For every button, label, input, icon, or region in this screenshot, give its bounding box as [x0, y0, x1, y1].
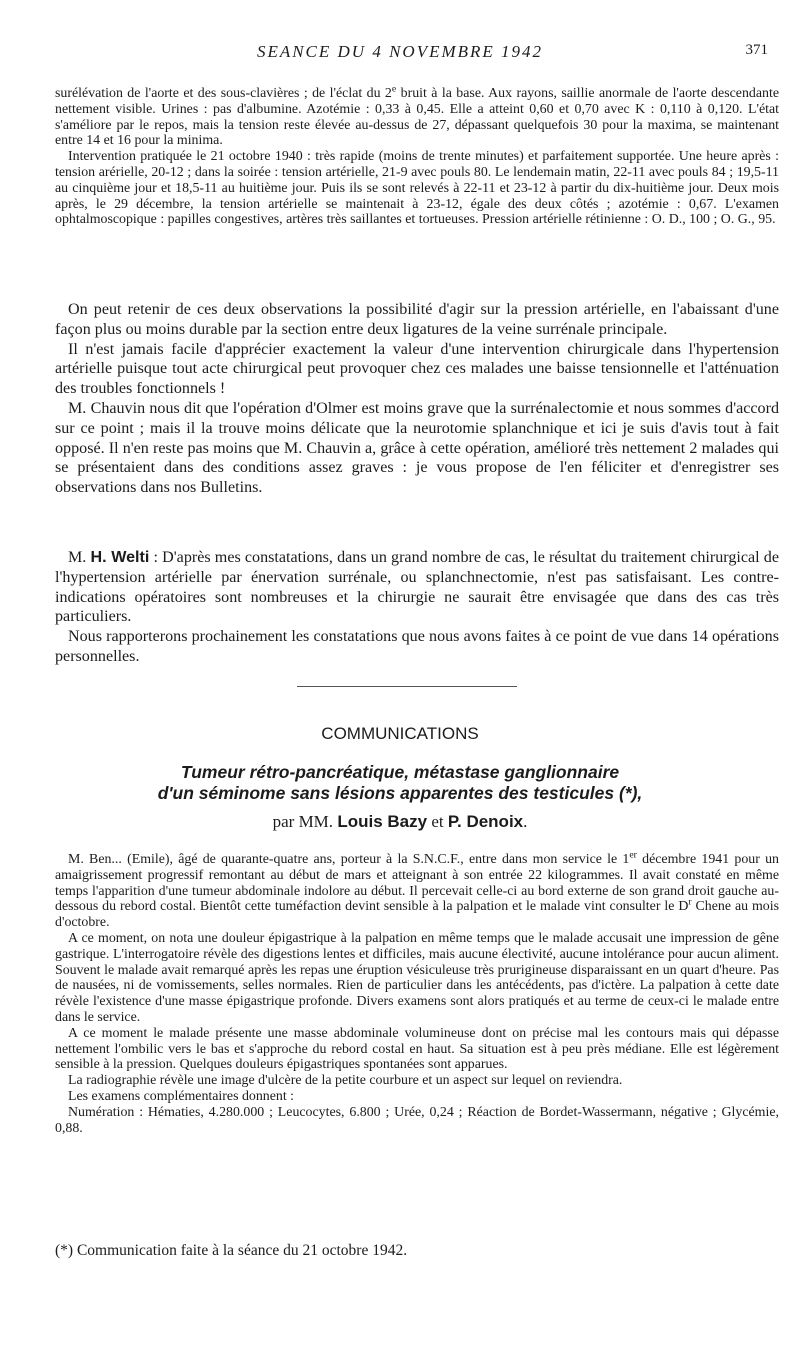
case-paragraph: A ce moment, on nota une douleur épigastrique à la palpation en même temps que le malade accusait une impression de gêne gastrique. L'interrogatoire révèle des digestions lentes et difficiles, mais aucune électivité, aucune intolérance pour aucun aliment. Souvent le malade avait remarqué après les repas une éruption vésiculeuse très prurigineuse disparaissant en un quart d'heure. Pas de nausées, ni de vomissements, selles normales. Rien de particulier dans les antécédents, pas d'ictère. La palpation à cette date révèle l'existence d'une masse épigastrique profonde. Divers examens sont alors pratiqués et au terme de ceux-ci le malade entre dans le service.: [55, 930, 779, 1025]
text-run: M. Ben... (Emile), âgé de quarante-quatre ans, porteur à la S.N.C.F., entre dans mon service le 1: [68, 852, 630, 867]
section-divider: [297, 686, 517, 687]
author-name: Louis Bazy: [337, 812, 428, 831]
text-run: Chene au mois d'octobre.: [55, 899, 779, 931]
text-run: M.: [68, 549, 91, 566]
case-paragraph: A ce moment le malade présente une masse abdominale volumineuse dont on précise mal les contours mais qui dépasse nettement l'ombilic vers le bas et s'approche du rebord costal en haut. Sa situation est à peu près médiane. Elle est légèrement sensible à la pression. Quelques douleurs épigastriques spontanées sont apparues.: [55, 1025, 779, 1073]
speaker-name: H. Welti: [90, 548, 150, 566]
discussion-text: [55, 300, 779, 498]
observation-continuation: [55, 83, 779, 228]
case-paragraph: Les examens complémentaires donnent :: [68, 1088, 295, 1104]
superscript: e: [391, 83, 397, 95]
intervention-paragraph: Intervention pratiquée le 21 octobre 1940 : très rapide (moins de trente minutes) et parfaitement supportée. Une heure après : tension arérielle, 20-12 ; dans la soirée : tension artérielle, 21-9 avec pouls 80. Le lendemain matin, 22-11 avec pouls 84 ; 19,5-11 au cinquième jour et 18,5-11 au huitième jour. Puis ils se sont relevés à 22-11 et 23-12 à partir du dix-huitième jour. Deux mois après, le 29 décembre, la tension artérielle se maintenait à 23-12, égale des deux côtés ; azotémie : 0,67. L'examen ophtalmoscopique : papilles congestives, artères très saillantes et tortueuses. Pression artérielle rétinienne : O. D., 100 ; O. G., 95.: [55, 149, 779, 228]
text-run: .: [523, 812, 528, 831]
welti-remark: [55, 548, 779, 667]
text-run: par MM.: [272, 812, 338, 831]
discussion-paragraph: M. Chauvin nous dit que l'opération d'Olmer est moins grave que la surrénalectomie et nous sommes d'accord sur ce point ; mais il la trouve moins délicate que la neurotomie splanchnique et ici je suis d'avis tout à fait opposé. Il n'en reste pas moins que M. Chauvin a, grâce à cette opération, amélioré très nettement 2 malades qui se présentaient dans des conditions assez graves : je vous propose de l'en féliciter et d'enregistrer ses observations dans nos Bulletins.: [55, 399, 779, 497]
running-title: SEANCE DU 4 NOVEMBRE 1942: [256, 42, 544, 61]
text-run: et: [427, 812, 448, 831]
text-run: décembre 1941 pour un amaigrissement progressif remontant au début de mars et atteignant à son entrée 22 kilogrammes. Il avait constaté en même temps l'apparition d'une tumeur abdominale indolore au début. Il percevait celle-ci au bord externe de son grand droit gauche au-dessous du rebord costal. Bientôt cette tuméfaction devint sensible à la palpation et le malade vint consulter le D: [55, 852, 779, 915]
discussion-paragraph: On peut retenir de ces deux observations la possibilité d'agir sur la pression artérielle, en l'abaissant d'une façon plus ou moins durable par la section entre deux ligatures de la veine surrénale principale.: [55, 301, 779, 338]
author-name: P. Denoix: [447, 812, 524, 831]
text-run: surélévation de l'aorte et des sous-clavières ; de l'éclat du 2: [55, 86, 392, 101]
observation-paragraph: [55, 83, 779, 149]
article-title: [0, 762, 800, 804]
page-number: 371: [745, 42, 768, 58]
case-paragraph: [55, 849, 779, 931]
article-title-line: Tumeur rétro-pancréatique, métastase ganglionnaire: [180, 762, 620, 782]
welti-paragraph: [55, 548, 779, 627]
superscript: er: [629, 849, 637, 861]
case-report: [55, 849, 779, 1136]
welti-paragraph: Nous rapporterons prochainement les constatations que nous avons faites à ce point de vue dans 14 opérations personnelles.: [55, 628, 779, 665]
running-head: [0, 42, 800, 66]
article-title-line: d'un séminome sans lésions apparentes des testicules (*),: [157, 783, 643, 803]
case-paragraph: La radiographie révèle une image d'ulcère de la petite courbure et un aspect sur lequel on reviendra.: [68, 1073, 623, 1089]
footnote: (*) Communication faite à la séance du 21 octobre 1942.: [55, 1242, 408, 1259]
text-run: : D'après mes constatations, dans un grand nombre de cas, le résultat du traitement chirurgical de l'hypertension artérielle par énervation surrénale, ou splanchnectomie, n'est pas satisfaisant. Les contre-indications opératoires sont nombreuses et la chirurgie ne saurait être envisagée que dans des cas très particuliers.: [55, 549, 779, 626]
discussion-paragraph: Il n'est jamais facile d'apprécier exactement la valeur d'une intervention chirurgicale dans l'hypertension artérielle puisque tout acte chirurgical peut provoquer chez ces malades une baisse tensionnelle et l'atténuation des troubles fonctionnels !: [55, 340, 779, 398]
section-heading: COMMUNICATIONS: [321, 724, 479, 743]
article-authors: [0, 812, 800, 832]
case-paragraph: Numération : Hématies, 4.280.000 ; Leucocytes, 6.800 ; Urée, 0,24 ; Réaction de Bordet-Wassermann, négative ; Glycémie, 0,88.: [55, 1104, 779, 1136]
text-run: bruit à la base. Aux rayons, saillie anormale de l'aorte descendante nettement visible. Urines : pas d'albumine. Azotémie : 0,33 à 0,45. Elle a atteint 0,60 et 0,70 avec K : 0,110 à 0,120. L'état s'améliore par le repos, mais la tension reste élevée au-dessus de 27, dépassant quelquefois 30 pour la maxima, se maintenant entre 14 et 16 pour la minima.: [55, 86, 779, 149]
superscript: r: [688, 896, 692, 908]
